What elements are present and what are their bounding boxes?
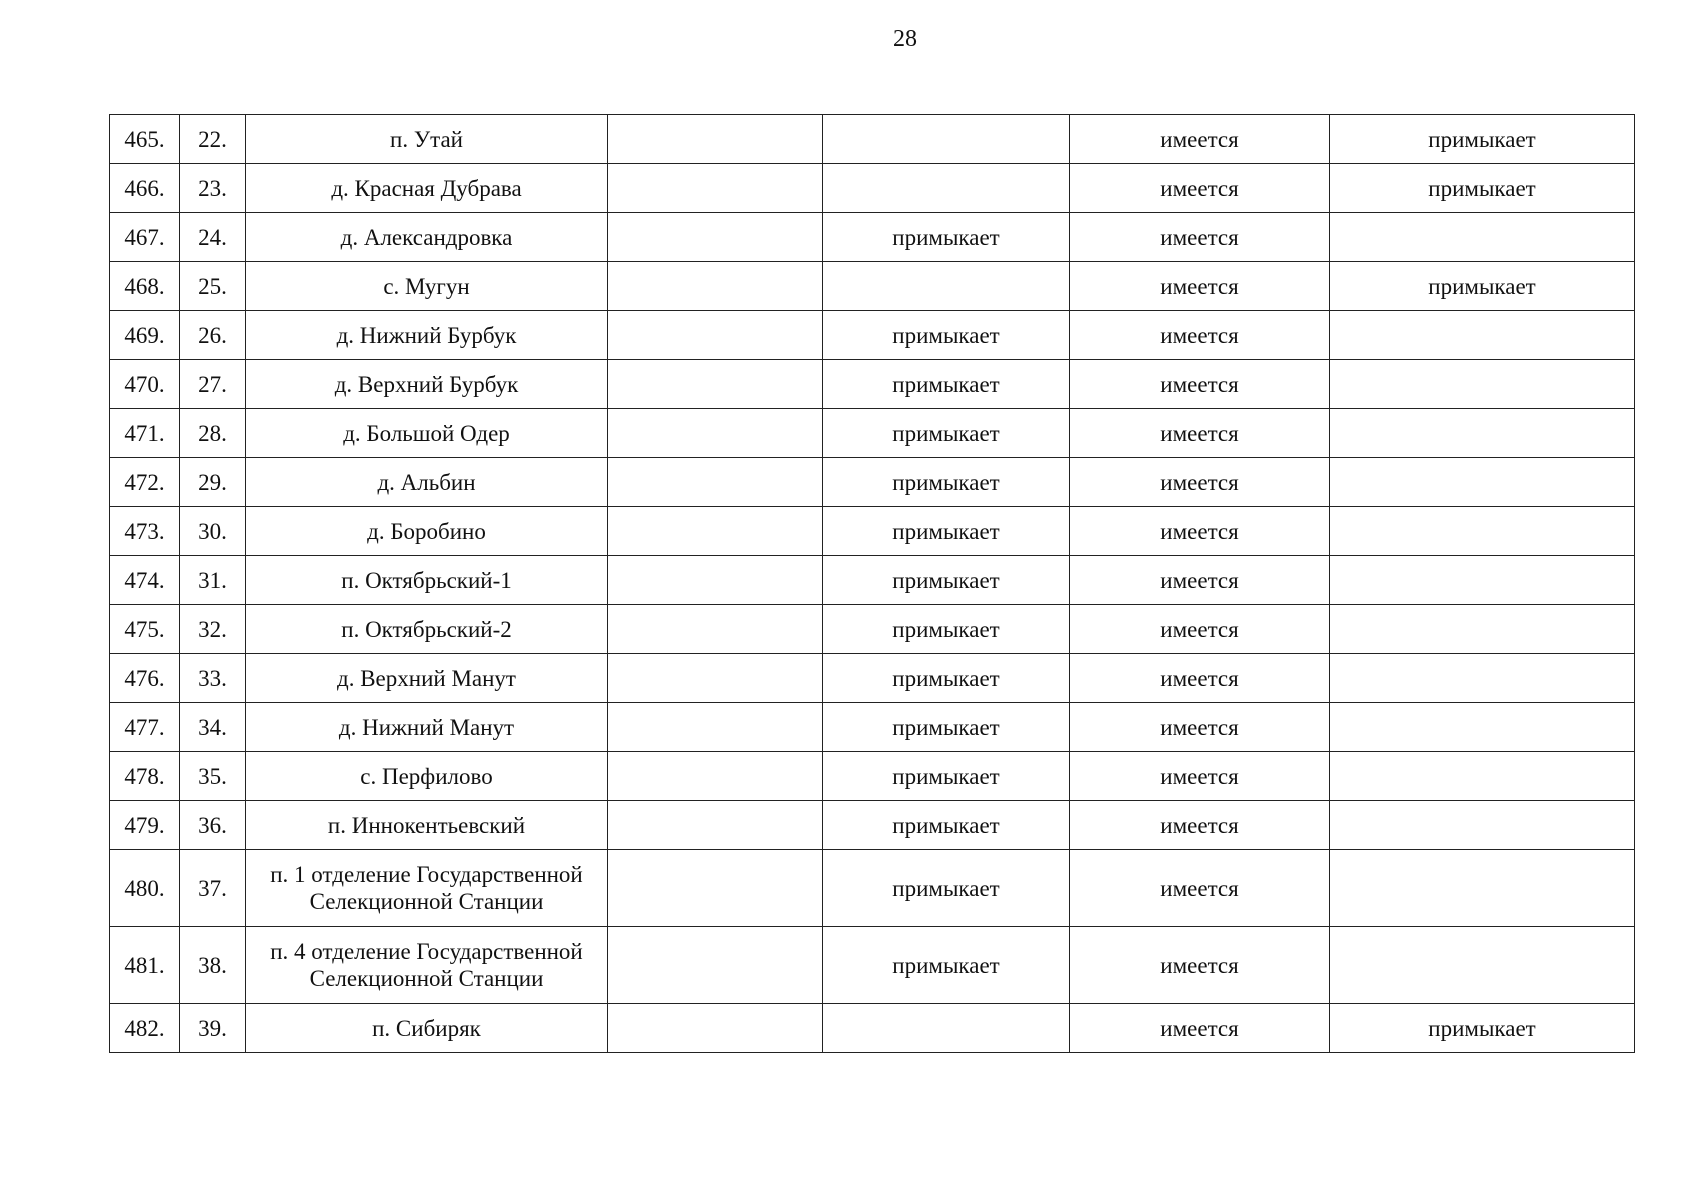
cell-col5 — [823, 1004, 1070, 1053]
settlement-name: д. Большой Одер — [246, 409, 608, 458]
table-row — [110, 507, 1635, 556]
cell-col7: примыкает — [1330, 262, 1635, 311]
cell-col6: имеется — [1070, 927, 1330, 1004]
row-number: 481. — [110, 927, 180, 1004]
cell-col4 — [608, 409, 823, 458]
row-number: 470. — [110, 360, 180, 409]
row-sub-number: 28. — [180, 409, 246, 458]
cell-col7: примыкает — [1330, 115, 1635, 164]
cell-col4 — [608, 164, 823, 213]
cell-col6: имеется — [1070, 213, 1330, 262]
cell-col5: примыкает — [823, 801, 1070, 850]
cell-col4 — [608, 262, 823, 311]
cell-col7 — [1330, 213, 1635, 262]
table-row — [110, 850, 1635, 927]
cell-col4 — [608, 654, 823, 703]
row-sub-number: 38. — [180, 927, 246, 1004]
cell-col5: примыкает — [823, 927, 1070, 1004]
cell-col5: примыкает — [823, 556, 1070, 605]
table-row — [110, 409, 1635, 458]
table-row — [110, 164, 1635, 213]
row-number: 477. — [110, 703, 180, 752]
cell-col4 — [608, 703, 823, 752]
cell-col7 — [1330, 850, 1635, 927]
cell-col5: примыкает — [823, 850, 1070, 927]
row-sub-number: 37. — [180, 850, 246, 927]
settlement-name: д. Боробино — [246, 507, 608, 556]
table-row — [110, 605, 1635, 654]
cell-col4 — [608, 850, 823, 927]
cell-col4 — [608, 1004, 823, 1053]
row-number: 476. — [110, 654, 180, 703]
cell-col6: имеется — [1070, 115, 1330, 164]
row-sub-number: 26. — [180, 311, 246, 360]
cell-col5: примыкает — [823, 409, 1070, 458]
row-sub-number: 31. — [180, 556, 246, 605]
row-sub-number: 32. — [180, 605, 246, 654]
table-row — [110, 703, 1635, 752]
settlement-name: д. Александровка — [246, 213, 608, 262]
page-number: 28 — [893, 26, 917, 52]
cell-col5: примыкает — [823, 654, 1070, 703]
table-row — [110, 311, 1635, 360]
cell-col5: примыкает — [823, 703, 1070, 752]
row-sub-number: 27. — [180, 360, 246, 409]
settlement-name: п. 1 отделение Государственной Селекционной Станции — [246, 850, 608, 927]
settlements-table — [109, 114, 1635, 1053]
cell-col7 — [1330, 360, 1635, 409]
cell-col7: примыкает — [1330, 1004, 1635, 1053]
row-number: 466. — [110, 164, 180, 213]
row-number: 478. — [110, 752, 180, 801]
row-number: 471. — [110, 409, 180, 458]
cell-col6: имеется — [1070, 850, 1330, 927]
cell-col4 — [608, 115, 823, 164]
row-sub-number: 29. — [180, 458, 246, 507]
cell-col4 — [608, 752, 823, 801]
cell-col5: примыкает — [823, 311, 1070, 360]
cell-col6: имеется — [1070, 703, 1330, 752]
settlement-name: д. Верхний Бурбук — [246, 360, 608, 409]
settlement-name: д. Верхний Манут — [246, 654, 608, 703]
table-row — [110, 360, 1635, 409]
row-sub-number: 33. — [180, 654, 246, 703]
cell-col6: имеется — [1070, 801, 1330, 850]
table-row — [110, 262, 1635, 311]
cell-col4 — [608, 213, 823, 262]
row-number: 482. — [110, 1004, 180, 1053]
cell-col6: имеется — [1070, 311, 1330, 360]
cell-col5: примыкает — [823, 752, 1070, 801]
settlement-name: д. Нижний Манут — [246, 703, 608, 752]
settlement-name: д. Альбин — [246, 458, 608, 507]
table-row — [110, 213, 1635, 262]
cell-col4 — [608, 311, 823, 360]
cell-col7: примыкает — [1330, 164, 1635, 213]
cell-col7 — [1330, 409, 1635, 458]
row-sub-number: 22. — [180, 115, 246, 164]
settlement-name: с. Перфилово — [246, 752, 608, 801]
settlement-name: п. Сибиряк — [246, 1004, 608, 1053]
row-number: 473. — [110, 507, 180, 556]
settlement-name: с. Мугун — [246, 262, 608, 311]
row-sub-number: 36. — [180, 801, 246, 850]
cell-col6: имеется — [1070, 409, 1330, 458]
cell-col5 — [823, 115, 1070, 164]
settlement-name: п. 4 отделение Государственной Селекционной Станции — [246, 927, 608, 1004]
row-sub-number: 39. — [180, 1004, 246, 1053]
table-row — [110, 115, 1635, 164]
cell-col4 — [608, 360, 823, 409]
cell-col4 — [608, 556, 823, 605]
row-number: 467. — [110, 213, 180, 262]
cell-col7 — [1330, 458, 1635, 507]
row-sub-number: 34. — [180, 703, 246, 752]
cell-col7 — [1330, 752, 1635, 801]
row-number: 468. — [110, 262, 180, 311]
row-number: 480. — [110, 850, 180, 927]
cell-col6: имеется — [1070, 507, 1330, 556]
cell-col5: примыкает — [823, 360, 1070, 409]
settlement-name: п. Октябрьский-2 — [246, 605, 608, 654]
cell-col7 — [1330, 507, 1635, 556]
table-row — [110, 927, 1635, 1004]
cell-col4 — [608, 507, 823, 556]
table-row — [110, 1004, 1635, 1053]
cell-col4 — [608, 801, 823, 850]
cell-col5 — [823, 164, 1070, 213]
row-number: 469. — [110, 311, 180, 360]
cell-col6: имеется — [1070, 752, 1330, 801]
cell-col5: примыкает — [823, 213, 1070, 262]
row-sub-number: 35. — [180, 752, 246, 801]
settlement-name: д. Нижний Бурбук — [246, 311, 608, 360]
row-number: 465. — [110, 115, 180, 164]
table-row — [110, 556, 1635, 605]
cell-col6: имеется — [1070, 556, 1330, 605]
cell-col6: имеется — [1070, 654, 1330, 703]
row-number: 472. — [110, 458, 180, 507]
settlement-name: д. Красная Дубрава — [246, 164, 608, 213]
cell-col5: примыкает — [823, 507, 1070, 556]
row-sub-number: 30. — [180, 507, 246, 556]
cell-col5 — [823, 262, 1070, 311]
cell-col7 — [1330, 556, 1635, 605]
cell-col6: имеется — [1070, 1004, 1330, 1053]
table-row — [110, 458, 1635, 507]
cell-col6: имеется — [1070, 605, 1330, 654]
cell-col7 — [1330, 605, 1635, 654]
row-sub-number: 24. — [180, 213, 246, 262]
row-sub-number: 25. — [180, 262, 246, 311]
settlement-name: п. Иннокентьевский — [246, 801, 608, 850]
cell-col5: примыкает — [823, 458, 1070, 507]
cell-col6: имеется — [1070, 360, 1330, 409]
cell-col6: имеется — [1070, 164, 1330, 213]
cell-col7 — [1330, 927, 1635, 1004]
cell-col7 — [1330, 654, 1635, 703]
cell-col4 — [608, 458, 823, 507]
cell-col7 — [1330, 311, 1635, 360]
row-number: 474. — [110, 556, 180, 605]
settlement-name: п. Октябрьский-1 — [246, 556, 608, 605]
row-sub-number: 23. — [180, 164, 246, 213]
cell-col6: имеется — [1070, 262, 1330, 311]
row-number: 475. — [110, 605, 180, 654]
table-row — [110, 654, 1635, 703]
cell-col6: имеется — [1070, 458, 1330, 507]
row-number: 479. — [110, 801, 180, 850]
cell-col5: примыкает — [823, 605, 1070, 654]
settlement-name: п. Утай — [246, 115, 608, 164]
cell-col4 — [608, 927, 823, 1004]
table-row — [110, 752, 1635, 801]
cell-col7 — [1330, 703, 1635, 752]
cell-col7 — [1330, 801, 1635, 850]
cell-col4 — [608, 605, 823, 654]
table-row — [110, 801, 1635, 850]
